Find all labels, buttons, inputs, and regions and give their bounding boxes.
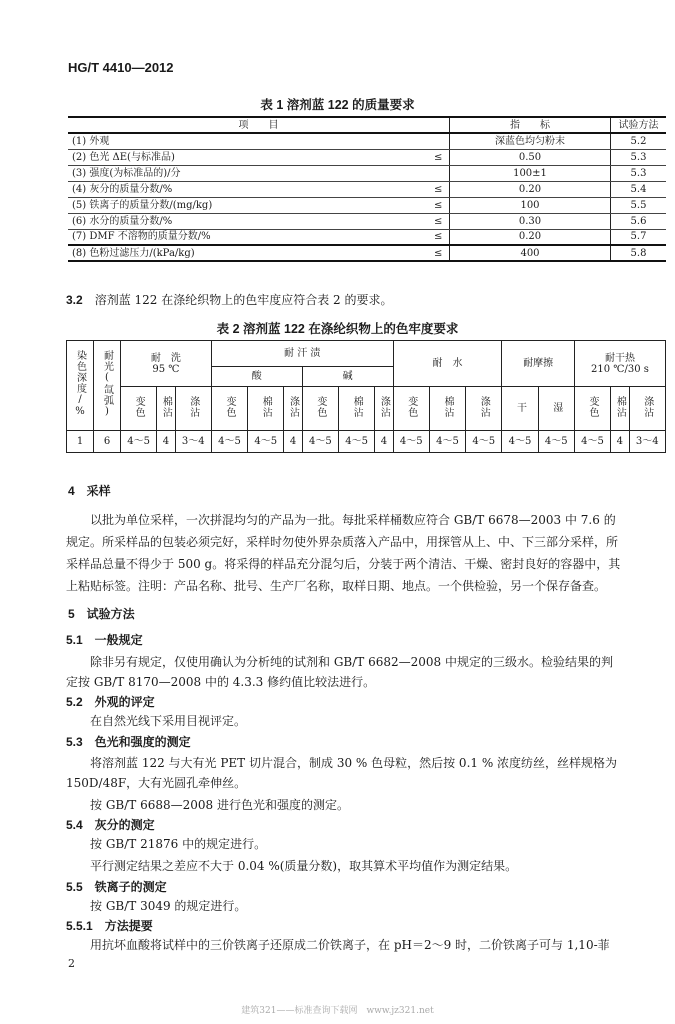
rub-header: 耐摩擦 (502, 341, 575, 387)
quality-row (68, 181, 666, 197)
page-number: 2 (68, 957, 75, 970)
row-limit-sign: ≤ (427, 213, 449, 229)
section-5-5-1-line1: 用抗坏血酸将试样中的三价铁离子还原成二价铁离子，在 pH＝2～9 时，二价铁离子可与 1,10-菲 (90, 938, 610, 952)
fastness-value-cell: 1 (67, 431, 94, 453)
section-5-1-title: 5.1 一般规定 (66, 633, 143, 647)
table1-header-row (68, 117, 666, 133)
subheader-label: 棉沾 (351, 396, 363, 418)
quality-row (68, 165, 666, 181)
subheader-label: 变色 (587, 396, 599, 418)
fastness-value-cell: 4～5 (466, 431, 502, 453)
subheader-label: 变色 (314, 396, 326, 418)
section-5-5-1-title: 5.5.1 方法提要 (66, 919, 153, 933)
section-5-3-line1: 将溶剂蓝 122 与大有光 PET 切片混合，制成 30 % 色母粒，然后按 0.1 % 浓度纺丝，丝样规格为 (90, 756, 618, 770)
quality-requirements-table (68, 116, 666, 262)
subheader-cell (611, 387, 629, 431)
subheader-cell (429, 387, 465, 431)
subheader-label: 变色 (133, 396, 145, 418)
fastness-value-cell: 4～5 (248, 431, 284, 453)
row-value: 100 (450, 197, 611, 213)
quality-row (68, 149, 666, 165)
row-value: 0.30 (450, 213, 611, 229)
depth-label: 染色深度/% (74, 350, 86, 418)
light-header (94, 341, 121, 431)
subheader-cell (157, 387, 175, 431)
quality-row (68, 229, 666, 245)
row-method: 5.7 (611, 229, 667, 245)
subheader-label: 棉沾 (160, 396, 172, 418)
row-limit-sign (427, 133, 449, 149)
heat-header (574, 341, 665, 387)
subheader-label: 棉沾 (260, 396, 272, 418)
fastness-value-cell: 4～5 (338, 431, 374, 453)
color-fastness-table (66, 340, 666, 453)
row-item: (8) 色粉过滤压力/(kPa/kg) (68, 245, 427, 261)
heat-label: 耐干热 (604, 352, 635, 364)
alkali-header: 碱 (302, 367, 393, 387)
row-method: 5.3 (611, 149, 667, 165)
subheader-label: 湿 (550, 401, 562, 413)
fastness-value-cell: 4～5 (574, 431, 610, 453)
fastness-value-cell: 6 (94, 431, 121, 453)
row-value: 100±1 (450, 165, 611, 181)
row-limit-sign: ≤ (427, 149, 449, 165)
subheader-cell (248, 387, 284, 431)
section-5-5-line1: 按 GB/T 3049 的规定进行。 (90, 899, 247, 913)
section-4-title: 4 采样 (68, 484, 111, 498)
section-5-1-line2: 定按 GB/T 8170—2008 中的 4.3.3 修约值比较法进行。 (66, 675, 376, 689)
section-3-2-text: 溶剂蓝 122 在涤纶织物上的色牢度应符合表 2 的要求。 (94, 293, 393, 307)
wash-label: 耐 洗 (150, 352, 181, 364)
row-item: (5) 铁离子的质量分数/(mg/kg) (68, 197, 427, 213)
subheader-cell (466, 387, 502, 431)
subheader-label: 棉沾 (441, 396, 453, 418)
fastness-value-cell: 4～5 (121, 431, 157, 453)
fastness-value-cell: 4～5 (502, 431, 538, 453)
row-value: 深蓝色均匀粉末 (450, 133, 611, 149)
section-5-3-line2: 150D/48F，大有光圆孔牵伸丝。 (66, 776, 247, 790)
subheader-row (67, 387, 666, 431)
subheader-cell (375, 387, 393, 431)
table1-caption: 表 1 溶剂蓝 122 的质量要求 (260, 98, 415, 112)
wash-header (121, 341, 212, 387)
fastness-value-cell: 4～5 (211, 431, 247, 453)
section-3-2-number: 3.2 (66, 293, 83, 307)
subheader-cell (538, 387, 574, 431)
subheader-cell (338, 387, 374, 431)
subheader-label: 棉沾 (614, 396, 626, 418)
fastness-value-cell: 3～4 (175, 431, 211, 453)
wash-temp: 95 ℃ (152, 363, 180, 375)
table2-caption: 表 2 溶剂蓝 122 在涤纶织物上的色牢度要求 (216, 322, 459, 336)
quality-row (68, 133, 666, 149)
fastness-value-cell: 4～5 (302, 431, 338, 453)
subheader-cell (121, 387, 157, 431)
subheader-label: 涤沾 (187, 396, 199, 418)
row-value: 0.20 (450, 181, 611, 197)
subheader-label: 涤沾 (287, 396, 299, 418)
section-5-4-line2: 平行测定结果之差应不大于 0.04 %(质量分数)，取其算术平均值作为测定结果。 (90, 859, 518, 873)
heat-condition: 210 ℃/30 s (591, 363, 649, 375)
row-method: 5.3 (611, 165, 667, 181)
fastness-value-cell: 4 (284, 431, 302, 453)
row-value: 0.20 (450, 229, 611, 245)
subheader-cell (211, 387, 247, 431)
row-method: 5.2 (611, 133, 667, 149)
fastness-value-cell: 4～5 (429, 431, 465, 453)
depth-header (67, 341, 94, 431)
row-limit-sign (427, 165, 449, 181)
standard-code-header: HG/T 4410—2012 (68, 60, 174, 75)
row-item: (7) DMF 不溶物的质量分数/% (68, 229, 427, 245)
subheader-label: 变色 (405, 396, 417, 418)
subheader-label: 变色 (223, 396, 235, 418)
row-item: (2) 色光 ΔE(与标准品) (68, 149, 427, 165)
subheader-cell (574, 387, 610, 431)
row-item: (4) 灰分的质量分数/% (68, 181, 427, 197)
col-value-header: 指 标 (450, 117, 611, 133)
fastness-value-cell: 4～5 (393, 431, 429, 453)
subheader-cell (629, 387, 666, 431)
section-5-4-line1: 按 GB/T 21876 中的规定进行。 (90, 837, 267, 851)
row-value: 0.50 (450, 149, 611, 165)
section-5-1-line1: 除非另有规定，仅使用确认为分析纯的试剂和 GB/T 6682—2008 中规定的三级水。检验结果的判 (90, 655, 613, 669)
fastness-value-cell: 3～4 (629, 431, 666, 453)
row-limit-sign: ≤ (427, 181, 449, 197)
section-5-3-title: 5.3 色光和强度的测定 (66, 735, 191, 749)
section-5-5-title: 5.5 铁离子的测定 (66, 880, 167, 894)
row-limit-sign: ≤ (427, 229, 449, 245)
fastness-value-cell: 4 (157, 431, 175, 453)
light-label: 耐光(氙弧) (101, 350, 113, 418)
fastness-value-cell: 4 (375, 431, 393, 453)
quality-row (68, 197, 666, 213)
subheader-label: 涤沾 (478, 396, 490, 418)
row-method: 5.8 (611, 245, 667, 261)
subheader-label: 涤沾 (641, 396, 653, 418)
fastness-value-cell: 4～5 (538, 431, 574, 453)
section-4-para-line4: 上粘贴标签。注明：产品名称、批号、生产厂名称，取样日期、地点。一个供检验，另一个保存备查。 (66, 579, 607, 593)
subheader-cell (393, 387, 429, 431)
row-method: 5.5 (611, 197, 667, 213)
section-4-para-line2: 规定。所采样品的包装必须完好，采样时勿使外界杂质落入产品中，用探管从上、中、下三部分采样，所 (66, 535, 619, 549)
subheader-cell (175, 387, 211, 431)
section-3-2 (66, 290, 393, 310)
row-value: 400 (450, 245, 611, 261)
water-header: 耐 水 (393, 341, 502, 387)
subheader-cell (302, 387, 338, 431)
fastness-value-cell: 4 (611, 431, 629, 453)
quality-row (68, 213, 666, 229)
section-5-4-title: 5.4 灰分的测定 (66, 818, 155, 832)
row-method: 5.4 (611, 181, 667, 197)
watermark: 建筑321——标准查询下载网 www.jz321.net (241, 1006, 434, 1016)
row-item: (3) 强度(为标准品的)/分 (68, 165, 427, 181)
section-5-2-line1: 在自然光线下采用目视评定。 (90, 714, 247, 728)
subheader-cell (284, 387, 302, 431)
quality-row (68, 245, 666, 261)
sweat-header: 耐 汗 渍 (211, 341, 393, 367)
row-item: (1) 外观 (68, 133, 427, 149)
col-method-header: 试验方法 (611, 117, 667, 133)
section-4-para-line3: 采样品总量不得少于 500 g。将采得的样品充分混匀后，分装于两个清洁、干燥、密封良好的容器中，其 (66, 557, 621, 571)
row-limit-sign: ≤ (427, 197, 449, 213)
acid-header: 酸 (211, 367, 302, 387)
section-5-title: 5 试验方法 (68, 607, 135, 621)
col-item-header: 项 目 (68, 117, 450, 133)
subheader-label: 干 (514, 401, 526, 413)
section-5-2-title: 5.2 外观的评定 (66, 695, 155, 709)
section-4-para-line1: 以批为单位采样，一次拼混均匀的产品为一批。每批采样桶数应符合 GB/T 6678—2003 中 7.6 的 (90, 513, 616, 527)
row-method: 5.6 (611, 213, 667, 229)
subheader-cell (502, 387, 538, 431)
subheader-label: 涤沾 (378, 396, 390, 418)
data-row (67, 431, 666, 453)
section-5-3-line3: 按 GB/T 6688—2008 进行色光和强度的测定。 (90, 798, 349, 812)
row-limit-sign: ≤ (427, 245, 449, 261)
row-item: (6) 水分的质量分数/% (68, 213, 427, 229)
